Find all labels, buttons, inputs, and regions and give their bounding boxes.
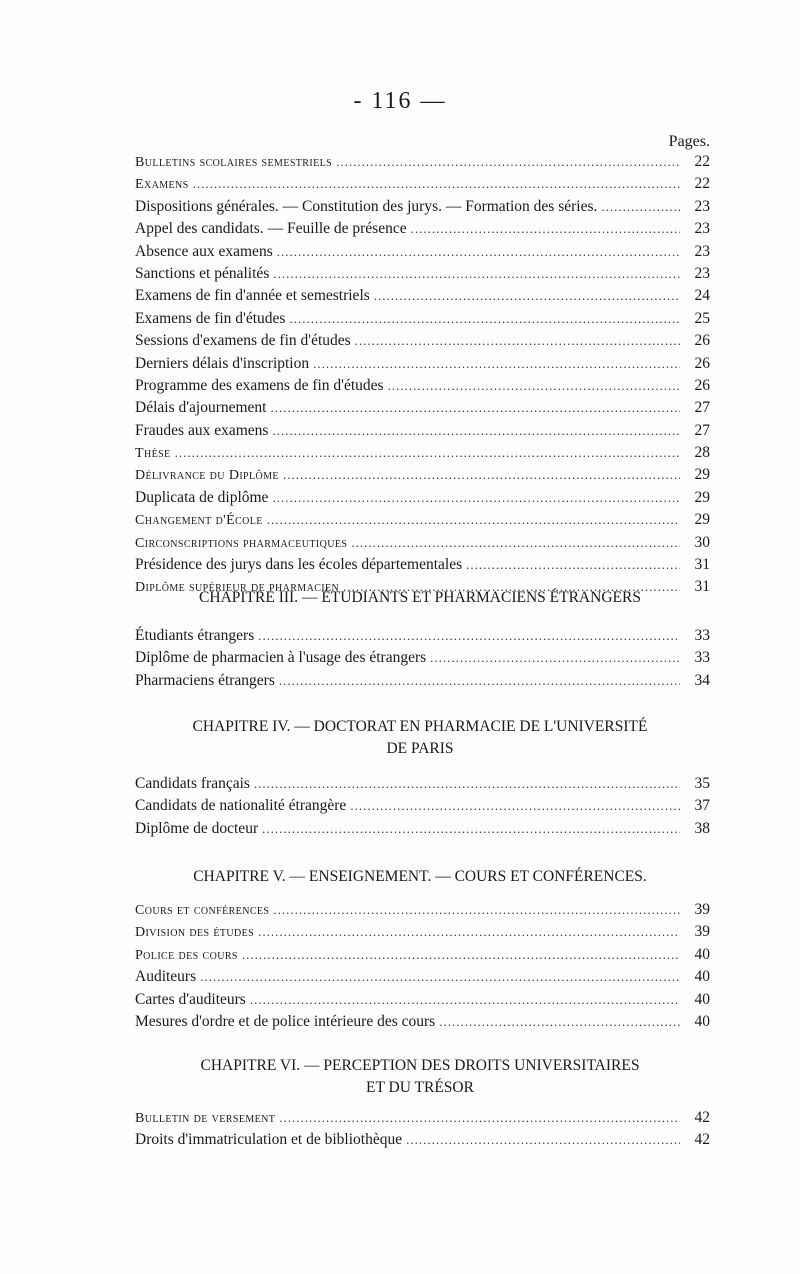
dot-leader xyxy=(272,490,680,506)
toc-entry-page: 39 xyxy=(694,923,710,941)
chapter-heading-vi xyxy=(100,1055,740,1099)
toc-entry-page: 30 xyxy=(694,533,710,551)
dot-leader xyxy=(351,535,680,551)
dot-leader xyxy=(273,902,680,918)
toc-entry-page: 31 xyxy=(694,556,710,574)
toc-section-2 xyxy=(135,775,710,842)
chapter-heading-line: CHAPITRE VI. — PERCEPTION DES DROITS UNIVERSITAIRES xyxy=(200,1057,640,1074)
toc-entry-page: 31 xyxy=(694,578,710,596)
toc-entry-label: Examens de fin d'année et semestriels xyxy=(135,287,370,305)
toc-entry xyxy=(135,1013,710,1035)
toc-entry xyxy=(135,265,710,287)
toc-entry-page: 25 xyxy=(694,309,710,327)
toc-entry xyxy=(135,489,710,511)
page-number: - 116 — xyxy=(353,88,447,114)
toc-entry xyxy=(135,332,710,354)
dot-leader xyxy=(254,776,680,792)
dot-leader xyxy=(466,557,680,573)
toc-entry-label: Division des études xyxy=(135,925,255,941)
toc-entry-page: 27 xyxy=(694,421,710,439)
toc-entry xyxy=(135,511,710,533)
toc-entry-label: Circonscriptions pharmaceutiques xyxy=(135,535,348,551)
toc-entry xyxy=(135,534,710,556)
toc-entry xyxy=(135,556,710,578)
toc-entry-label: Mesures d'ordre et de police intérieure des cours xyxy=(135,1012,436,1030)
toc-entry xyxy=(135,310,710,332)
dot-leader xyxy=(601,199,680,215)
toc-entry-label: Bulletin de versement xyxy=(135,1111,276,1126)
toc-entry-label: Duplicata de diplôme xyxy=(135,488,269,506)
toc-entry xyxy=(135,946,710,968)
toc-entry xyxy=(135,466,710,488)
toc-entry-page: 29 xyxy=(694,466,710,484)
toc-entry xyxy=(135,444,710,466)
toc-entry xyxy=(135,243,710,265)
dot-leader xyxy=(350,798,680,814)
toc-entry-label: Présidence des jurys dans les écoles départementales xyxy=(135,556,463,574)
toc-entry-label: Sessions d'examens de fin d'études xyxy=(135,332,351,350)
dot-leader xyxy=(273,266,680,282)
dot-leader xyxy=(271,400,681,416)
toc-section-3 xyxy=(135,901,710,1035)
dot-leader xyxy=(258,924,680,940)
toc-entry-page: 42 xyxy=(694,1109,710,1126)
toc-entry-label: Changement d'École xyxy=(135,513,263,529)
dot-leader xyxy=(200,969,680,985)
dot-leader xyxy=(289,311,680,327)
toc-entry-label: Pharmaciens étrangers xyxy=(135,671,275,689)
dot-leader xyxy=(258,628,680,644)
toc-entry-page: 40 xyxy=(694,945,710,963)
toc-entry-page: 23 xyxy=(694,220,710,238)
toc-entry xyxy=(135,775,710,797)
toc-entry-label: Examens de fin d'études xyxy=(135,309,286,327)
chapter-heading-iii xyxy=(100,587,740,609)
toc-entry-page: 33 xyxy=(694,649,710,667)
dot-leader xyxy=(336,154,680,170)
chapter-heading-line: ET DU TRÉSOR xyxy=(366,1079,474,1096)
toc-entry-page: 35 xyxy=(694,775,710,792)
toc-entry-page: 23 xyxy=(694,242,710,260)
toc-entry-label: Derniers délais d'inscription xyxy=(135,354,310,372)
toc-entry-page: 23 xyxy=(694,264,710,282)
toc-entry-page: 24 xyxy=(694,287,710,305)
dot-leader xyxy=(388,378,680,394)
toc-entry xyxy=(135,797,710,819)
toc-entry-page: 40 xyxy=(694,1012,710,1030)
toc-entry xyxy=(135,175,710,197)
toc-entry-page: 23 xyxy=(694,197,710,215)
toc-entry-label: Bulletins scolaires semestriels xyxy=(135,155,333,170)
toc-entry-label: Sanctions et pénalités xyxy=(135,264,270,282)
toc-entry xyxy=(135,198,710,220)
toc-entry-label: Dispositions générales. — Constitution des jurys. — Formation des séries. xyxy=(135,197,598,215)
toc-entry-page: 42 xyxy=(694,1131,710,1149)
toc-entry-page: 29 xyxy=(694,511,710,529)
toc-entry-label: Fraudes aux examens xyxy=(135,421,269,439)
toc-entry-label: Examens xyxy=(135,177,189,193)
toc-entry-page: 39 xyxy=(694,901,710,918)
toc-section-0 xyxy=(135,153,710,601)
toc-entry-page: 28 xyxy=(694,444,710,462)
toc-entry-label: Candidats français xyxy=(135,775,250,792)
dot-leader xyxy=(279,1110,680,1126)
toc-entry xyxy=(135,220,710,242)
toc-entry xyxy=(135,901,710,923)
toc-entry xyxy=(135,649,710,671)
toc-entry xyxy=(135,377,710,399)
toc-entry-page: 22 xyxy=(694,153,710,170)
toc-entry-label: Programme des examens de fin d'études xyxy=(135,376,384,394)
dot-leader xyxy=(439,1014,680,1030)
toc-entry-page: 34 xyxy=(694,671,710,689)
chapter-heading-v xyxy=(100,866,740,888)
dot-leader xyxy=(242,947,680,963)
toc-entry xyxy=(135,820,710,842)
dot-leader xyxy=(313,356,680,372)
chapter-heading-iv xyxy=(100,716,740,760)
dot-leader xyxy=(411,221,680,237)
toc-entry-label: Diplôme de pharmacien à l'usage des étrangers xyxy=(135,649,427,667)
toc-entry xyxy=(135,1109,710,1131)
toc-entry-label: Étudiants étrangers xyxy=(135,627,255,644)
toc-entry-page: 40 xyxy=(694,968,710,986)
toc-entry-page: 40 xyxy=(694,990,710,1008)
toc-entry-label: Délivrance du Diplôme xyxy=(135,468,279,484)
toc-entry xyxy=(135,422,710,444)
toc-entry-page: 38 xyxy=(694,819,710,837)
toc-entry-page: 26 xyxy=(694,332,710,350)
toc-entry-label: Délais d'ajournement xyxy=(135,399,267,417)
dot-leader xyxy=(267,512,680,528)
toc-entry-label: Diplôme de docteur xyxy=(135,819,259,837)
toc-entry-label: Cours et conférences xyxy=(135,903,270,918)
toc-entry xyxy=(135,287,710,309)
toc-entry-label: Appel des candidats. — Feuille de présence xyxy=(135,220,407,238)
dot-leader xyxy=(283,467,680,483)
toc-entry-label: Candidats de nationalité étrangère xyxy=(135,797,347,815)
toc-entry-page: 26 xyxy=(694,376,710,394)
toc-entry xyxy=(135,399,710,421)
toc-entry xyxy=(135,355,710,377)
toc-entry-label: Auditeurs xyxy=(135,968,197,986)
toc-entry-label: Droits d'immatriculation et de bibliothèque xyxy=(135,1131,403,1149)
toc-entry-page: 27 xyxy=(694,399,710,417)
toc-entry xyxy=(135,991,710,1013)
chapter-heading-line: CHAPITRE IV. — DOCTORAT EN PHARMACIE DE L'UNIVERSITÉ xyxy=(192,718,648,735)
pages-column-header: Pages. xyxy=(668,133,710,150)
dot-leader xyxy=(250,992,680,1008)
dot-leader xyxy=(175,445,680,461)
toc-section-4 xyxy=(135,1109,710,1154)
toc-entry-label: Diplôme supérieur de pharmacien xyxy=(135,580,340,596)
dot-leader xyxy=(430,650,680,666)
toc-section-1 xyxy=(135,627,710,694)
toc-entry xyxy=(135,672,710,694)
dot-leader xyxy=(262,821,680,837)
toc-entry-page: 22 xyxy=(694,175,710,193)
toc-entry-label: Police des cours xyxy=(135,947,238,963)
dot-leader xyxy=(277,244,680,260)
chapter-heading-line: CHAPITRE III. — ÉTUDIANTS ET PHARMACIENS ÉTRANGERS xyxy=(199,589,641,606)
toc-entry-page: 37 xyxy=(694,797,710,815)
toc-entry xyxy=(135,968,710,990)
chapter-heading-line: CHAPITRE V. — ENSEIGNEMENT. — COURS ET CONFÉRENCES. xyxy=(193,868,647,885)
toc-entry xyxy=(135,627,710,649)
dot-leader xyxy=(374,288,680,304)
toc-entry-page: 26 xyxy=(694,354,710,372)
toc-entry-label: Cartes d'auditeurs xyxy=(135,990,246,1008)
toc-entry xyxy=(135,923,710,945)
toc-entry-label: Thèse xyxy=(135,446,171,462)
toc-entry xyxy=(135,1131,710,1153)
dot-leader xyxy=(193,176,680,192)
dot-leader xyxy=(279,673,680,689)
chapter-heading-line: DE PARIS xyxy=(386,740,454,757)
toc-entry-page: 29 xyxy=(694,488,710,506)
toc-entry-label: Absence aux examens xyxy=(135,242,273,260)
toc-entry xyxy=(135,153,710,175)
dot-leader xyxy=(406,1132,680,1148)
dot-leader xyxy=(272,423,680,439)
toc-entry-page: 33 xyxy=(694,627,710,644)
dot-leader xyxy=(355,333,680,349)
